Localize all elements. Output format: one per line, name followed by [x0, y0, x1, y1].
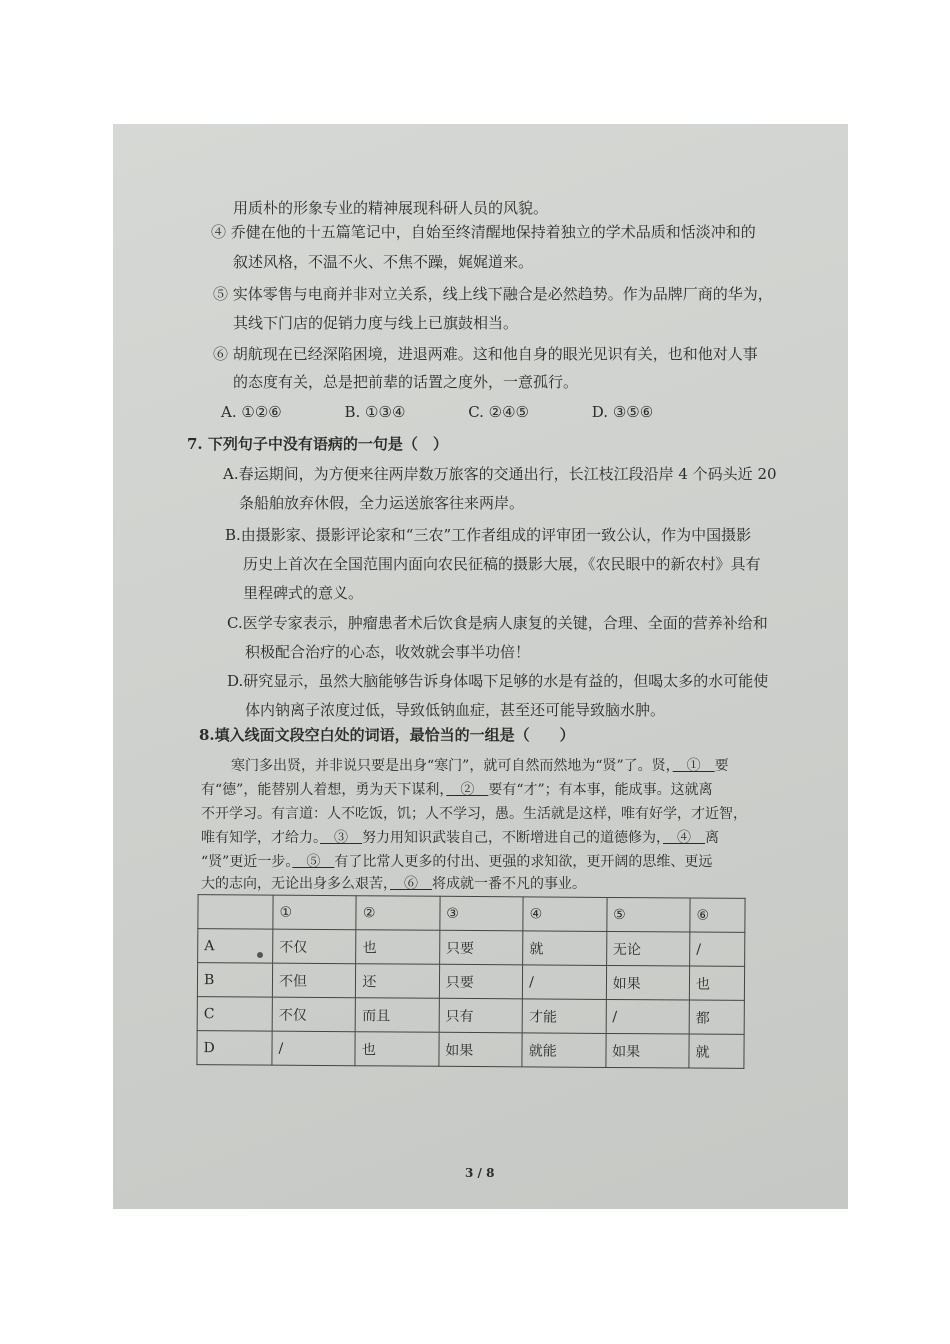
table-cell: 只要: [439, 964, 523, 999]
table-cell: /: [272, 1031, 356, 1066]
table-cell: 只要: [439, 930, 523, 965]
q7-option-d-line1: D.研究显示，虽然大脑能够告诉身体喝下足够的水是有益的，但喝太多的水可能使: [227, 672, 769, 690]
q7-option-d-line2: 体内钠离子浓度过低，导致低钠血症，甚至还可能导致脑水肿。: [245, 701, 666, 719]
table-cell: 如果: [606, 1033, 690, 1068]
table-cell: 就能: [522, 1033, 606, 1068]
q6-item4-line2: 叙述风格，不温不火、不焦不躁，娓娓道来。: [233, 253, 534, 271]
q8-passage-line3: 不开学习。有言道：人不吃饭，饥；人不学习，愚。生活就是这样，唯有好学，才近智，: [201, 806, 747, 822]
q6-item3-tail: 用质朴的形象专业的精神展现科研人员的风貌。: [233, 199, 549, 217]
table-cell: 都: [689, 1000, 744, 1034]
table-cell: 也: [355, 1032, 439, 1067]
table-cell: 无论: [606, 931, 690, 966]
table-cell: 也: [689, 966, 744, 1000]
q7-option-c-line1: C.医学专家表示，肿瘤患者术后饮食是病人康复的关键，合理、全面的营养补给和: [227, 614, 768, 632]
table-row: [197, 963, 744, 1001]
table-row: [197, 1031, 744, 1069]
table-cell: 不但: [272, 963, 356, 998]
q8-passage-line1: 寒门多出贤，并非说只要是出身“寒门”，就可自然而然地为“贤”了。贤， ① 要: [231, 758, 729, 774]
q6-item5-line1: ⑤ 实体零售与电商并非对立关系，线上线下融合是必然趋势。作为品牌厂商的华为，: [213, 285, 773, 303]
table-cell: 不仅: [273, 929, 357, 964]
q7-option-b-line2: 历史上首次在全国范围内面向农民征稿的摄影大展，《农民眼中的新农村》具有: [243, 555, 761, 573]
table-cell: 也: [356, 930, 440, 965]
table-cell: 就: [689, 1034, 744, 1068]
q6-item6-line1: ⑥ 胡航现在已经深陷困境，进退两难。这和他自身的眼光见识有关，也和他对人事: [213, 345, 758, 363]
q6-option-d: D. ③⑤⑥: [591, 403, 654, 421]
table-cell: C: [197, 997, 272, 1032]
blank-6: ⑥: [390, 876, 432, 892]
table-cell: A: [198, 929, 273, 964]
q6-item5-line2: 其线下门店的促销力度与线上已旗鼓相当。: [233, 314, 519, 332]
table-cell: /: [690, 932, 745, 966]
q6-item4-line1: ④ 乔健在他的十五篇笔记中，自始至终清醒地保持着独立的学术品质和恬淡冲和的: [211, 223, 756, 241]
exam-page: [113, 124, 848, 1209]
q6-option-a: A. ①②⑥: [221, 403, 282, 421]
q8-stem: 8.填入线面文段空白处的词语，最恰当的一组是（ ）: [199, 726, 575, 744]
q6-option-c: C. ②④⑤: [468, 403, 530, 421]
q7-stem: 7. 下列句子中没有语病的一句是（ ）: [187, 435, 448, 453]
table-cell: 只有: [439, 998, 523, 1033]
table-row: [197, 997, 744, 1035]
table-cell: D: [197, 1031, 272, 1066]
table-cell: ②: [356, 896, 440, 931]
q6-option-b: B. ①③④: [344, 403, 406, 421]
answer-options-table: [196, 894, 745, 1069]
blank-3: ③: [320, 830, 362, 846]
q8-passage-line6: 大的志向，无论出身多么艰苦， ⑥ 将成就一番不凡的事业。: [201, 876, 586, 892]
table-cell: ⑥: [690, 898, 745, 932]
table-cell: B: [197, 963, 272, 998]
q7-option-c-line2: 积极配合治疗的心态，收效就会事半功倍！: [245, 643, 531, 661]
q8-passage-line2: 有“德”，能替别人着想，勇为天下谋利， ② 要有“才”；有本事，能成事。这就离: [201, 782, 713, 798]
q6-options: [221, 402, 711, 422]
table-cell: 如果: [606, 965, 690, 1000]
table-cell: 还: [356, 964, 440, 999]
page-number: 3 / 8: [465, 1166, 495, 1180]
q6-item6-line2: 的态度有关，总是把前辈的话置之度外，一意孤行。: [233, 373, 579, 391]
q8-passage-line5: “贤”更近一步。 ⑤ 有了比常人更多的付出、更强的求知欲，更开阔的思维、更远: [201, 854, 713, 870]
blank-5: ⑤: [292, 854, 335, 870]
q8-passage-line4: 唯有知学，才给力。 ③ 努力用知识武装自己，不断增进自己的道德修为， ④ 离: [201, 830, 719, 846]
table-cell: 就: [523, 931, 607, 966]
table-cell: ③: [440, 896, 524, 931]
table-cell: ⑤: [606, 897, 690, 932]
blank-4: ④: [663, 830, 705, 846]
table-cell: ④: [523, 897, 607, 932]
ink-smudge: [257, 952, 263, 958]
q7-option-b-line3: 里程碑式的意义。: [243, 584, 364, 602]
table-cell: 而且: [356, 998, 440, 1033]
table-cell: ①: [273, 895, 357, 930]
blank-1: ①: [672, 758, 715, 774]
q7-option-b-line1: B.由摄影家、摄影评论家和“三农”工作者组成的评审团一致公认，作为中国摄影: [225, 526, 752, 544]
table-cell: /: [606, 999, 690, 1034]
table-cell: 如果: [439, 1032, 523, 1067]
table-header-row: [198, 895, 745, 933]
table-cell: /: [523, 965, 607, 1000]
table-cell: 不仅: [272, 997, 356, 1032]
q7-option-a-line1: A.春运期间，为方便来往两岸数万旅客的交通出行，长江枝江段沿岸 4 个码头近 20: [223, 465, 777, 483]
table-cell: [198, 895, 273, 930]
q7-option-a-line2: 条船舶放弃休假，全力运送旅客往来两岸。: [239, 494, 525, 512]
table-cell: 才能: [522, 999, 606, 1034]
table-row: [198, 929, 745, 967]
blank-2: ②: [446, 782, 489, 798]
